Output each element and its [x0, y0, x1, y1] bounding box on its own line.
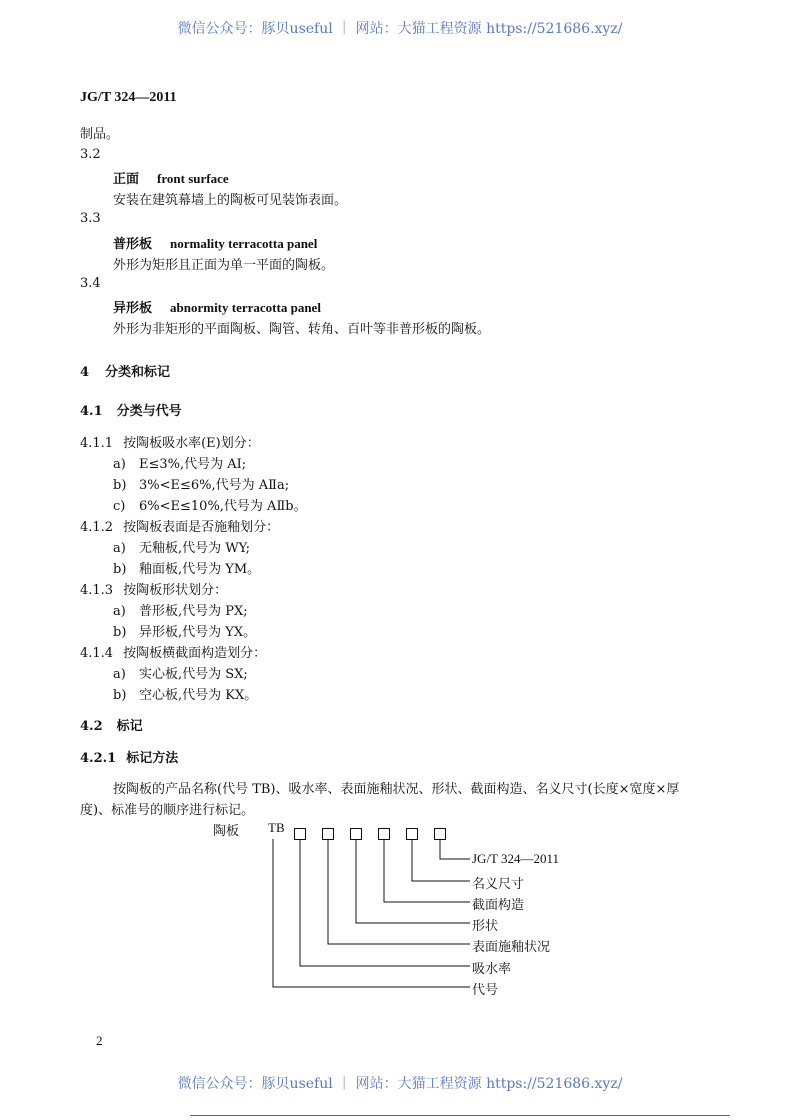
diagram-label-glaze: 表面施釉状况 [472, 940, 551, 955]
list-label: c) [113, 499, 126, 514]
term-number: 3.2 [80, 147, 101, 162]
diagram-product-name: 陶板 [213, 824, 240, 839]
clause-number: 4.1.4 [80, 646, 114, 661]
term-title-zh: 正面 [113, 172, 140, 187]
term-title-zh: 普形板 [113, 237, 153, 252]
clause-number: 4.1.3 [80, 583, 114, 598]
bottom-rule [190, 1115, 730, 1116]
standard-code-header: JG/T 324—2011 [80, 90, 177, 105]
list-label: a) [113, 457, 126, 472]
diagram-label-absorption: 吸水率 [472, 962, 512, 977]
clause-title: 按陶板形状划分： [123, 583, 228, 598]
list-label: a) [113, 667, 126, 682]
diagram-label-size: 名义尺寸 [472, 877, 525, 892]
list-label: b) [113, 688, 127, 703]
list-text: 无釉板,代号为 WY; [139, 541, 250, 556]
term-definition: 外形为矩形且正面为单一平面的陶板。 [113, 258, 335, 273]
list-text: 实心板,代号为 SX; [139, 667, 248, 682]
list-text: 6%<E≤10%,代号为 AⅡb。 [139, 499, 307, 514]
term-title-en: front surface [157, 171, 229, 186]
clause-title: 按陶板表面是否施釉划分： [123, 520, 280, 535]
term-title-en: normality terracotta panel [170, 236, 318, 251]
paragraph-line-2: 度)、标准号的顺序进行标记。 [80, 803, 255, 818]
term-title-zh: 异形板 [113, 301, 153, 316]
diagram-label-standard: JG/T 324—2011 [472, 851, 560, 866]
term-number: 3.3 [80, 211, 101, 226]
list-text: 异形板,代号为 YX。 [139, 625, 257, 640]
list-text: 3%<E≤6%,代号为 AⅡa; [139, 478, 290, 493]
paragraph-line-1: 按陶板的产品名称(代号 TB)、吸水率、表面施釉状况、形状、截面构造、名义尺寸(长度×宽度×厚 [113, 782, 680, 797]
section-title: 分类和标记 [105, 365, 171, 380]
watermark-top: 微信公众号：豚贝useful ｜ 网站：大猫工程资源 https://521686.xyz/ [177, 21, 623, 37]
list-text: 空心板,代号为 KX。 [139, 688, 258, 703]
list-label: b) [113, 625, 127, 640]
list-label: a) [113, 604, 126, 619]
section-number: 4.1 [80, 404, 103, 419]
section-title: 标记方法 [126, 751, 179, 766]
list-label: b) [113, 562, 127, 577]
diagram-product-code: TB [268, 820, 285, 835]
diagram-label-code: 代号 [472, 983, 499, 998]
list-label: b) [113, 478, 127, 493]
section-title: 分类与代号 [116, 404, 182, 419]
section-title: 标记 [116, 719, 143, 734]
section-number: 4 [80, 365, 90, 380]
term-definition: 外形为非矩形的平面陶板、陶管、转角、百叶等非普形板的陶板。 [113, 322, 491, 337]
section-number: 4.2 [80, 719, 103, 734]
term-number: 3.4 [80, 276, 101, 291]
continued-text: 制品。 [80, 127, 120, 142]
list-label: a) [113, 541, 126, 556]
page-number: 2 [96, 1033, 103, 1048]
section-number: 4.2.1 [80, 751, 117, 766]
diagram-label-shape: 形状 [472, 919, 499, 934]
list-text: E≤3%,代号为 AⅠ; [139, 457, 247, 472]
list-text: 釉面板,代号为 YM。 [139, 562, 261, 577]
clause-title: 按陶板横截面构造划分： [123, 646, 267, 661]
term-definition: 安装在建筑幕墙上的陶板可见装饰表面。 [113, 193, 348, 208]
watermark-bottom: 微信公众号：豚贝useful ｜ 网站：大猫工程资源 https://521686.xyz/ [177, 1076, 623, 1092]
list-text: 普形板,代号为 PX; [139, 604, 248, 619]
clause-number: 4.1.2 [80, 520, 114, 535]
diagram-label-section: 截面构造 [472, 898, 525, 913]
clause-title: 按陶板吸水率(E)划分： [123, 436, 260, 451]
clause-number: 4.1.1 [80, 436, 114, 451]
term-title-en: abnormity terracotta panel [170, 300, 321, 315]
